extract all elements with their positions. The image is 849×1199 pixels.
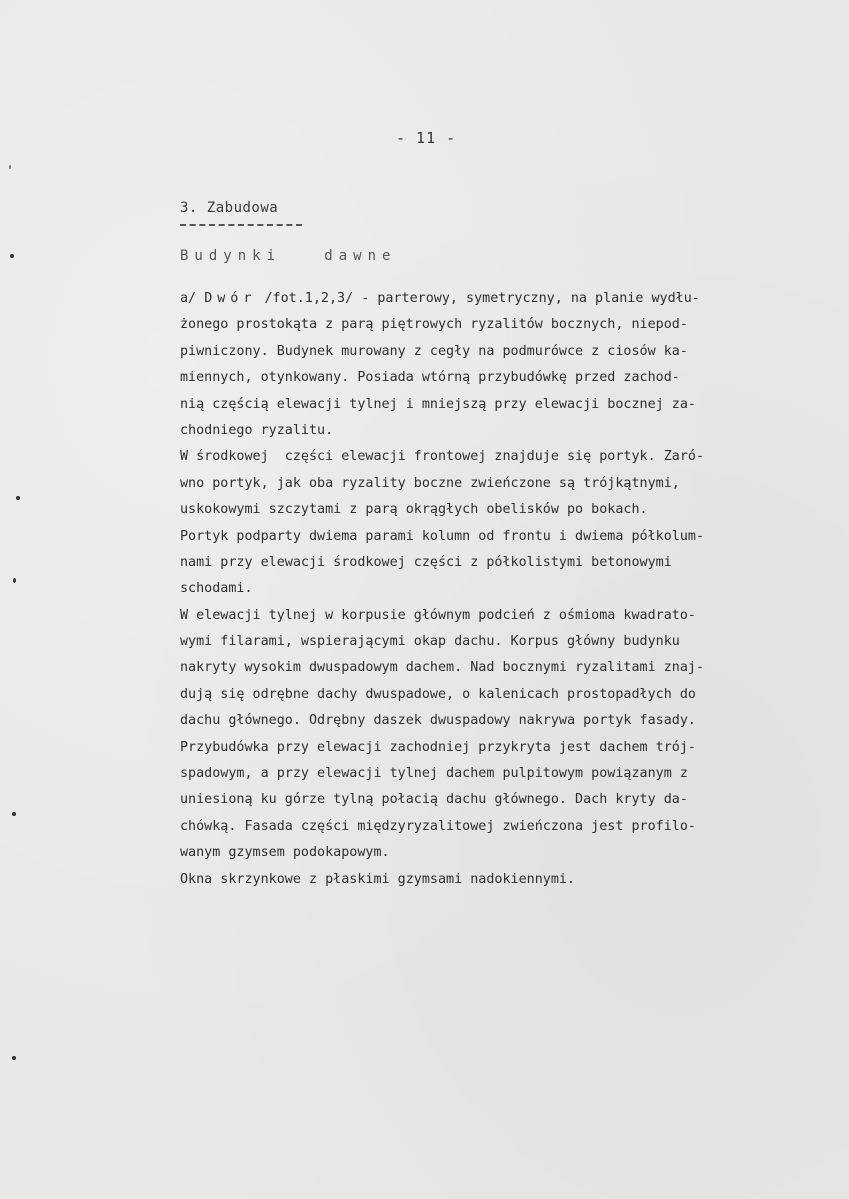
margin-mark — [16, 496, 20, 500]
text-line: wymi filarami, wspierającymi okap dachu. Korpus główny budynku — [180, 634, 680, 650]
margin-mark — [12, 1056, 16, 1060]
text-line: spadowym, a przy elewacji tylnej dachem pulpitowym powiązanym z — [180, 766, 688, 782]
text-line: Przybudówka przy elewacji zachodniej przykryta jest dachem trój- — [180, 739, 696, 755]
body-text — [180, 286, 840, 893]
margin-mark — [13, 578, 16, 583]
heading-underline — [180, 224, 302, 226]
text-line-rest: /fot.1,2,3/ - parterowy, symetryczny, na planie wydłu- — [256, 291, 700, 306]
text-line: chodniego ryzalitu. — [180, 422, 334, 438]
text-line: dachu głównego. Odrębny daszek dwuspadowy nakrywa portyk fasady. — [180, 713, 696, 729]
text-line: chówką. Fasada części międzyryzalitowej zwieńczona jest profilo- — [180, 818, 696, 834]
text-line: żonego prostokąta z parą piętrowych ryzalitów bocznych, niepod- — [180, 317, 688, 333]
item-title: Dwór — [204, 291, 257, 306]
section-heading: 3. Zabudowa — [180, 200, 279, 216]
text-line: wanym gzymsem podokapowym. — [180, 845, 390, 861]
text-line: uskokowymi szczytami z parą okrągłych obelisków po bokach. — [180, 502, 648, 518]
text-line: nami przy elewacji środkowej części z półkolistymi betonowymi — [180, 554, 672, 570]
text-line: Portyk podparty dwiema parami kolumn od frontu i dwiema półkolum- — [180, 528, 705, 544]
text-line: piwniczony. Budynek murowany z cegły na podmurówce z ciosów ka- — [180, 343, 688, 359]
text-line: wno portyk, jak oba ryzality boczne zwieńczone są trójkątnymi, — [180, 475, 680, 491]
item-prefix: a/ — [180, 291, 205, 306]
text-line: W środkowej części elewacji frontowej znajduje się portyk. Zaró- — [180, 449, 705, 465]
text-line: W elewacji tylnej w korpusie głównym podcień z ośmioma kwadrato- — [180, 607, 696, 623]
subsection-heading: Budynki dawne — [180, 248, 397, 264]
text-line: Okna skrzynkowe z płaskimi gzymsami nadokiennymi. — [180, 871, 576, 887]
text-line: miennych, otynkowany. Posiada wtórną przybudówkę przed zachod- — [180, 370, 680, 386]
text-line: uniesioną ku górze tylną połacią dachu głównego. Dach kryty da- — [180, 792, 688, 808]
text-line — [180, 286, 840, 312]
margin-mark — [9, 165, 11, 169]
margin-mark — [12, 812, 16, 816]
page-number: - 11 - — [396, 129, 457, 147]
margin-mark — [10, 254, 14, 258]
text-line: dują się odrębne dachy dwuspadowe, o kalenicach prostopadłych do — [180, 686, 696, 702]
text-line: nią częścią elewacji tylnej i mniejszą przy elewacji bocznej za- — [180, 396, 696, 412]
text-line: nakryty wysokim dwuspadowym dachem. Nad bocznymi ryzalitami znaj- — [180, 660, 705, 676]
text-line: schodami. — [180, 581, 253, 597]
